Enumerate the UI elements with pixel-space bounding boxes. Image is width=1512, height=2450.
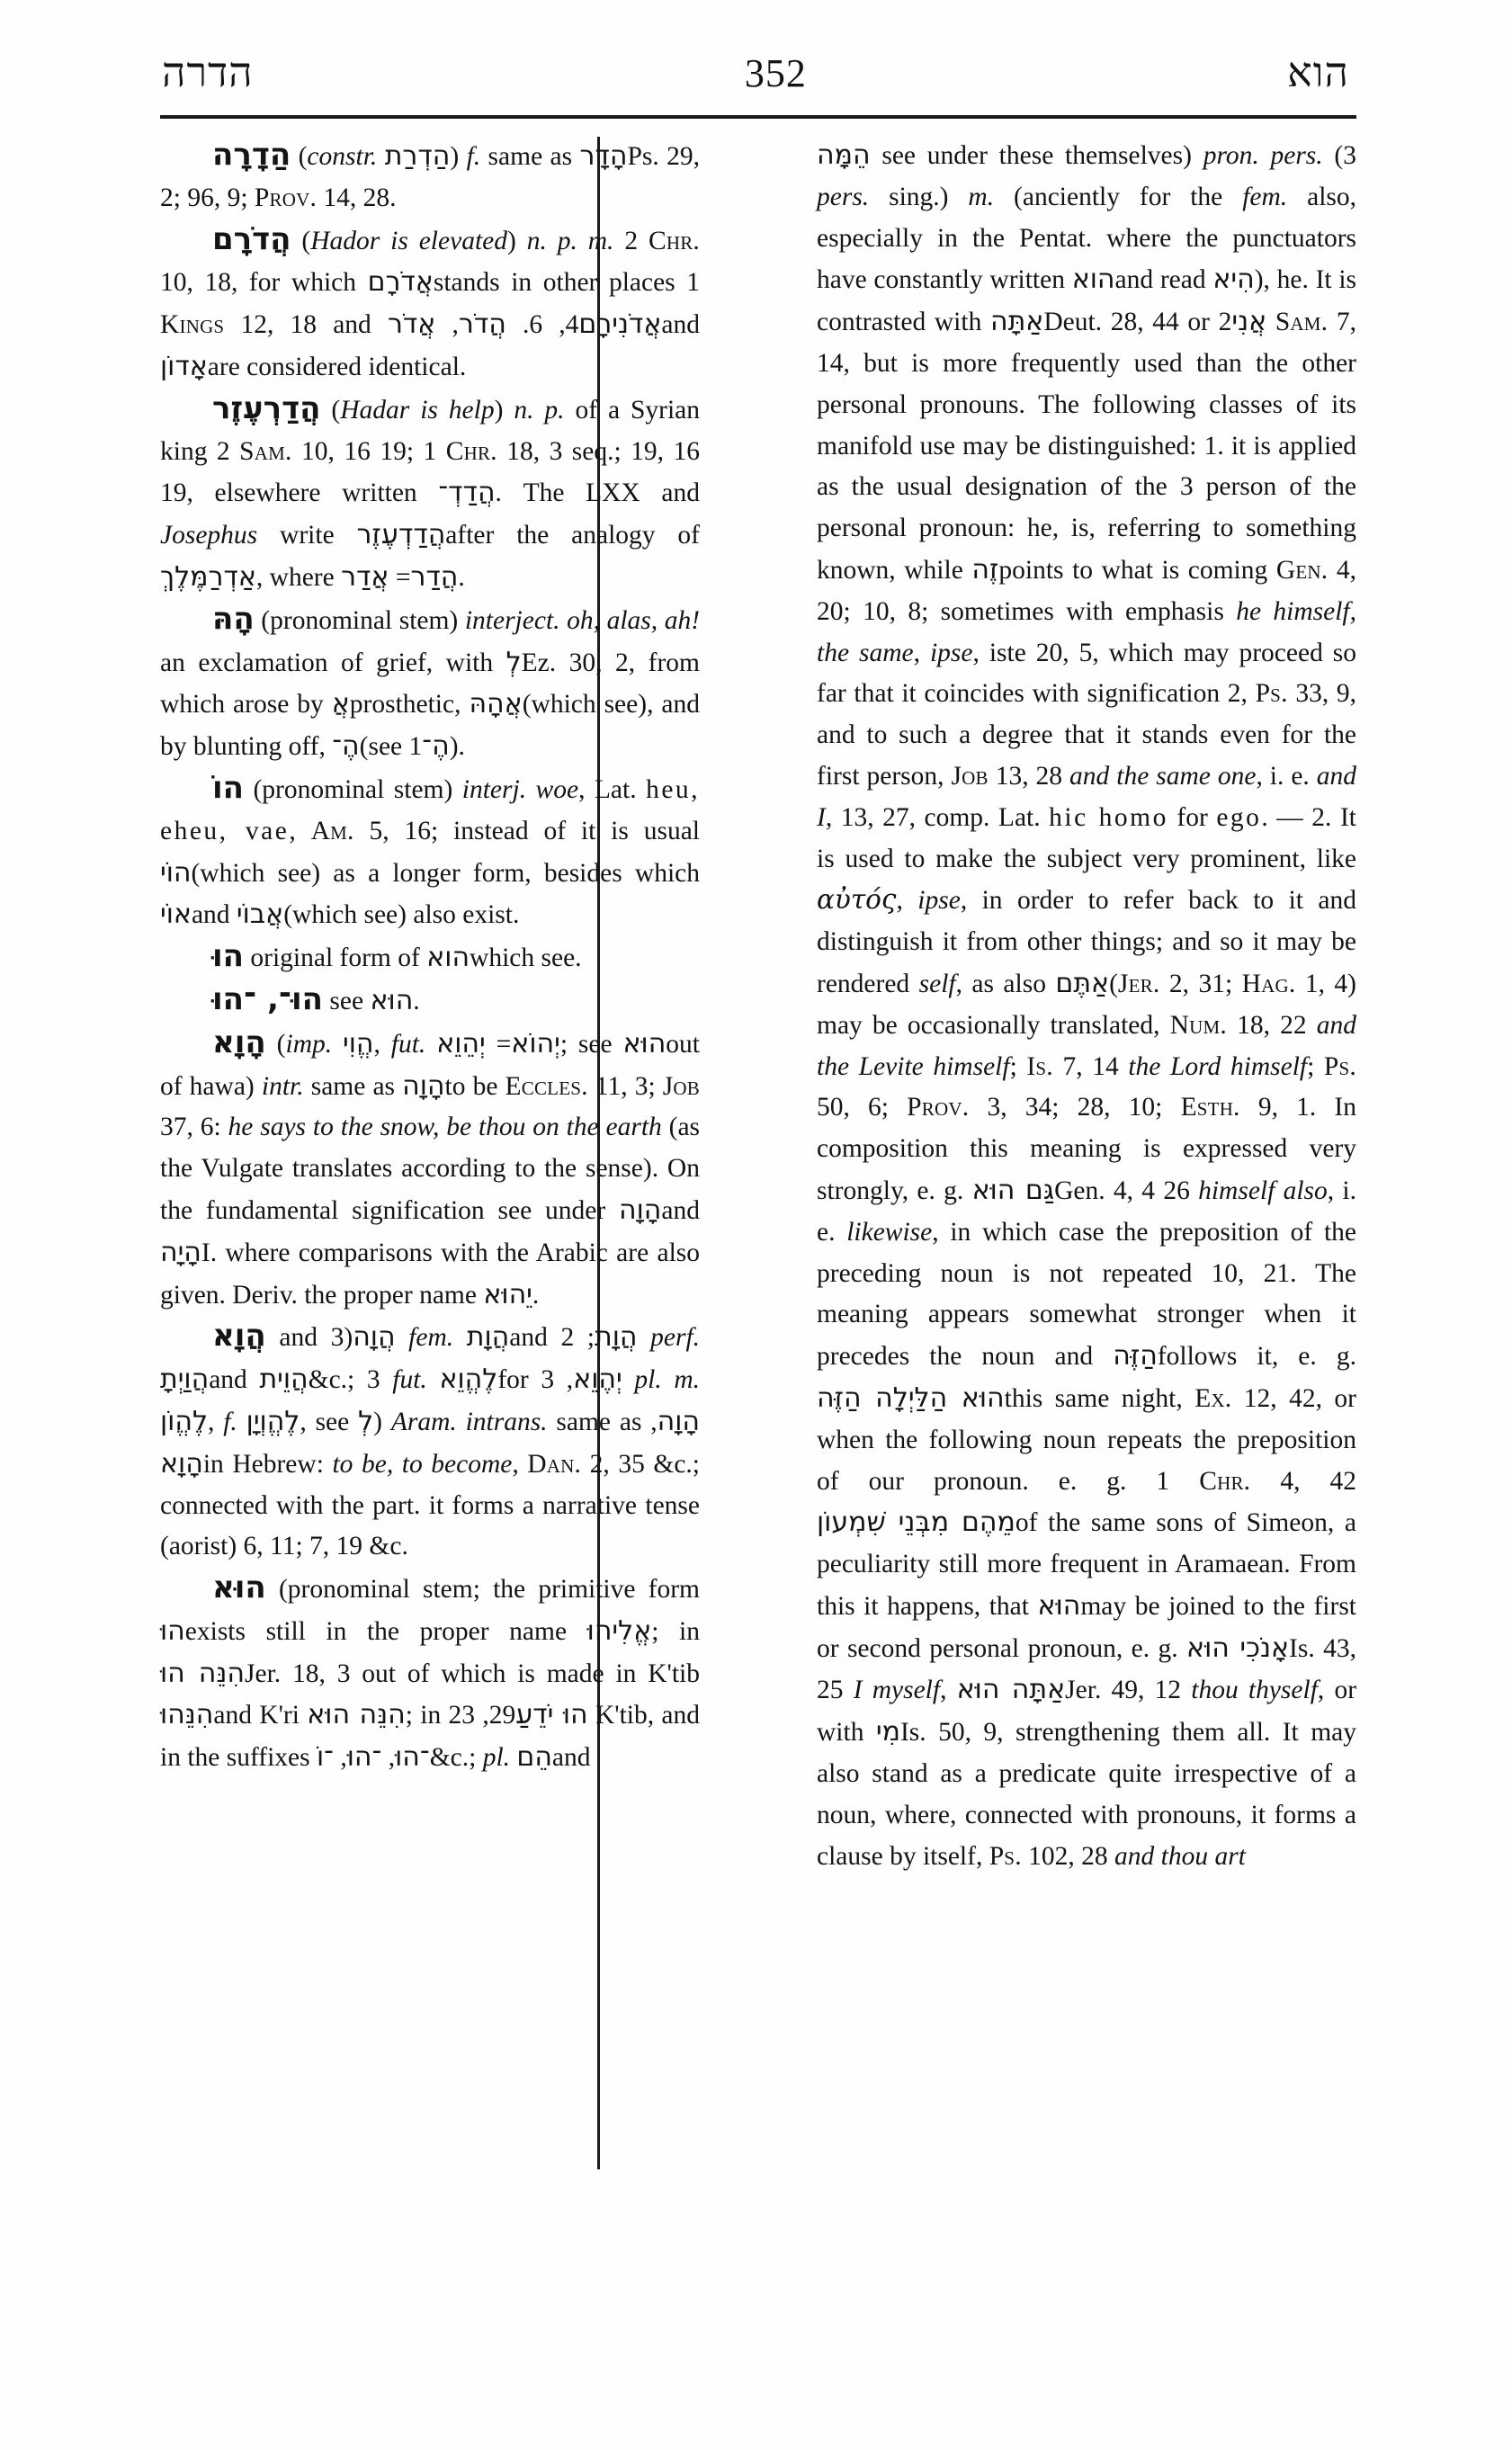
hebrew-inline: הִנֵּהוּ (160, 1699, 214, 1731)
italic-gloss: woe (535, 774, 579, 804)
scripture-abbr: Ps. (989, 1841, 1022, 1871)
italic-gloss: thou thyself (1191, 1676, 1318, 1705)
hebrew-inline: אֲ (331, 688, 350, 720)
hebrew-inline: הֲוָת (466, 1321, 510, 1354)
scripture-abbr: Num. (1169, 1010, 1227, 1040)
running-head-left-hebrew: הדרה (162, 49, 254, 95)
hebrew-inline: לְ (358, 1405, 374, 1437)
hebrew-inline: לֶהֱוֹן (160, 1405, 208, 1437)
scripture-abbr: Sam. (239, 436, 292, 466)
hebrew-inline: הֶ־ (332, 730, 360, 763)
hebrew-inline: הָדָר (579, 140, 628, 172)
italic-gloss: fem. (408, 1323, 454, 1353)
italic-gloss: fem. (1242, 182, 1288, 211)
italic-gloss: Hador is elevated (310, 226, 507, 255)
running-head (162, 34, 1349, 94)
hebrew-inline: אֲדֹר (387, 308, 436, 341)
entry-body: original form of הואwhich see. (244, 942, 582, 974)
hebrew-inline: הֲוֵית (259, 1364, 309, 1396)
entry-body: (Hadar is help) n. p. of a Syrian king 2 Sam. 10, 16 19; 1 Chr. 18, 3 seq.; 19, 16 19, elsewhere written הֲדַדְ־. The LXX and Josephus write הֲדַדְעֶזֶרafter the analogy of אַדְרַמֶּלֶךְ, where הֲדַר= אֲדַר . (160, 395, 701, 593)
lemma-hebrew: הָוָא (212, 1024, 266, 1060)
hebrew-inline: הֲוָה (353, 1321, 396, 1354)
scripture-abbr: Ps. (1323, 1051, 1356, 1081)
italic-gloss: m. (674, 1365, 700, 1395)
hebrew-inline: אוֹי (160, 899, 192, 931)
italic-gloss: he says to (228, 1113, 334, 1142)
hebrew-inline: לְ (505, 646, 522, 678)
hebrew-inline: הַדְרַת (384, 140, 451, 172)
entry-hadarezer (160, 389, 700, 599)
scripture-abbr: Jer. (1117, 969, 1160, 998)
greek-inline: αὐτός (817, 884, 897, 916)
scripture-abbr: Job (951, 761, 989, 791)
entry-body: and הֲוָה(3 fem. הֲוָתand הֲוָת; 2 perf. הֲוַיְתָand הֲוֵית&c.; 3 fut. לֶהֱוֵאfor יְהֶוֵא, 3 pl. m. לֶהֱוֹן, f. לֶהֱוְיָן, see לְ) Aram. intrans. same as הָוָה, הָוָאin Hebrew: to be, to become, Dan. 2, 35 &c.; connected with the part. it forms a narrative tense (aorist) 6, 11; 7, 19 &c. (160, 1321, 701, 1561)
italic-gloss: ipse (917, 886, 961, 916)
entry-hu-suffix (160, 979, 700, 1023)
italic-gloss: self (918, 969, 956, 998)
italic-gloss: interj. (461, 774, 527, 804)
lemma-hebrew: הוֹ (212, 769, 245, 806)
hebrew-inline: הֲדַדְעֶזֶר (356, 519, 446, 551)
hebrew-inline: הֲוָת (595, 1321, 638, 1354)
scripture-abbr: Dan. (527, 1449, 582, 1479)
italic-gloss: I myself (853, 1676, 941, 1705)
lemma-hebrew: הֲדֹרָם (212, 220, 291, 257)
hebrew-inline: אֲדַר (341, 560, 389, 593)
scripture-abbr: Job (662, 1071, 701, 1101)
italic-gloss: n. p. (514, 395, 565, 425)
scripture-abbr: Esth. (1180, 1093, 1240, 1122)
hebrew-inline: ־וֹ (316, 1741, 334, 1774)
right-column (817, 135, 1356, 1877)
scripture-abbr: Ps. (1255, 679, 1288, 709)
italic-gloss: pl. (634, 1365, 662, 1395)
scripture-abbr: Am. (310, 816, 354, 845)
scripture-abbr: Prov. (254, 183, 318, 212)
lemma-hebrew: הֲדַרְעֶזֶר (212, 389, 321, 426)
hebrew-inline: הוֹי (160, 856, 192, 889)
entry-body: (pronominal stem; the primitive form הוּexists still in the proper name אֱלִיהוּ; in הִנֵּה הוּJer. 18, 3 out of which is made in K'tib הִנֵּהוּand K'ri הִנֵּה הוּא; in הוּ יֹדֵעַ29, 23 K'tib, and in the suffixes ־הוּ, ־הוּ, ־וֹ &c.; pl. הֵםand (160, 1575, 700, 1774)
italic-gloss: constr. (307, 142, 378, 171)
italic-gloss: pers. (817, 182, 870, 211)
hebrew-inline: מִי (875, 1716, 900, 1748)
entry-body: (pronominal stem) interj. woe, Lat. heu, eheu, vae, Am. 5, 16; instead of it is usual הוֹי(which see) as a longer form, besides which אוֹיand אֲבוֹי(which see) also exist. (160, 774, 701, 931)
hebrew-inline: הוּ יֹדֵעַ (515, 1699, 588, 1731)
spaced-latin: ego (1216, 802, 1262, 832)
italic-gloss: and I (817, 761, 1357, 832)
scripture-abbr: Is. (1026, 1051, 1053, 1081)
entry-hu-continued (817, 135, 1356, 1877)
hebrew-inline: הָוָה (402, 1069, 445, 1102)
hebrew-inline: יְהֵוֵא (436, 1027, 486, 1060)
hebrew-inline: הָוָה (619, 1194, 662, 1226)
entry-hu-original (160, 936, 700, 979)
entry-ho (160, 768, 700, 936)
italic-gloss: alas, ah! (606, 605, 701, 635)
running-head-right-hebrew: הוא (1287, 49, 1349, 95)
italic-gloss: n. p. m. (526, 226, 614, 255)
entry-hah (160, 599, 700, 768)
hebrew-inline: אַדְרַמֶּלֶךְ (160, 560, 256, 593)
italic-gloss: f. (466, 142, 481, 171)
italic-gloss: fut. (392, 1365, 427, 1395)
hebrew-inline: הוא (426, 942, 470, 974)
italic-gloss: the Lord himself (1128, 1051, 1308, 1081)
hebrew-inline: הִיא (1212, 264, 1255, 296)
italic-gloss: interject. (464, 605, 560, 635)
hebrew-inline: הַזֶּה (1113, 1340, 1158, 1373)
hebrew-inline: הוּא (370, 984, 414, 1016)
lemma-hebrew: הַדָרָה (212, 137, 291, 173)
hebrew-inline: הָוָא (160, 1447, 203, 1480)
scripture-abbr: Sam. (1275, 308, 1329, 337)
entry-body: see הוּא. (323, 984, 420, 1016)
lemma-hebrew: הֲוָא (212, 1318, 266, 1355)
scripture-abbr: Ex. (1194, 1383, 1232, 1413)
scripture-abbr: Kings (160, 310, 225, 340)
italic-gloss: ipse (929, 638, 973, 667)
hebrew-inline: הוּ (160, 1614, 185, 1647)
scripture-abbr: Chr. (1199, 1466, 1251, 1496)
scripture-abbr: Chr. (648, 226, 700, 255)
hebrew-inline: הָיָה (160, 1236, 201, 1268)
italic-gloss: m. (968, 182, 995, 211)
italic-gloss: and the same one (1069, 761, 1257, 791)
header-divider-rule (160, 115, 1356, 119)
hebrew-inline: הוּא הַלַּיְלָה הַזֶּה (817, 1381, 1005, 1414)
hebrew-inline: ־הוּ (395, 1741, 430, 1774)
hebrew-inline: לֶהֱוֵא (439, 1364, 498, 1396)
hebrew-inline: אַתָּה (989, 306, 1044, 338)
italic-gloss: the snow, be thou on the earth (340, 1113, 662, 1142)
hebrew-inline: גַּם הוּא (971, 1174, 1055, 1206)
hebrew-inline: אֲדֹרָם (367, 266, 434, 299)
scripture-abbr: Gen. (1275, 555, 1329, 585)
hebrew-inline: זֶה (971, 553, 999, 586)
lemma-hebrew: הוּ־, ־הוּ (212, 980, 324, 1017)
hebrew-inline: אֲנִי (1231, 306, 1267, 338)
hebrew-inline: הוּא (622, 1027, 667, 1060)
hebrew-inline: הָוָה (657, 1405, 701, 1437)
entry-body: (imp. הֱוִי, fut. יְהוֹא= יְהֵוֵא ; see הוּאout of hawa) intr. same as הָוָהto be Eccles. 11, 3; Job 37, 6: he says to the snow, be thou on the earth (as the Vulgate translates according to the sense). On the fundamental signification see under הָוָהand הָיָהI. where comparisons with the Arabic are also given. Deriv. the proper name יֵהוּא. (160, 1027, 701, 1310)
italic-gloss: and thou art (1114, 1841, 1246, 1871)
lemma-hebrew: הָהּ (212, 600, 255, 637)
italic-gloss: intr. (261, 1071, 304, 1101)
italic-gloss: to be, to become (332, 1449, 513, 1479)
hebrew-inline: אָדוֹן (160, 350, 208, 382)
hebrew-inline: מֵהֶם מִבְּנֵי שִׁמְעוֹן (817, 1507, 1015, 1539)
italic-gloss: pron. (1203, 141, 1259, 170)
italic-gloss: himself also (1198, 1176, 1328, 1205)
lemma-hebrew: הוּא (212, 1569, 266, 1606)
scripture-abbr: Chr. (445, 436, 497, 466)
italic-gloss: likewise (846, 1217, 933, 1247)
italic-gloss: fut. (390, 1029, 426, 1059)
hebrew-inline: אֲהָהּ (469, 688, 523, 720)
entry-hava-aramaic (160, 1316, 700, 1568)
hebrew-inline: הֲוַיְתָ (160, 1364, 210, 1396)
scripture-abbr: Eccles. (505, 1071, 588, 1101)
italic-gloss: perf. (650, 1323, 701, 1353)
hebrew-inline: אָנֹכִי הוּא (1186, 1632, 1290, 1664)
italic-gloss: f. (223, 1407, 237, 1436)
lemma-hebrew-continued: הֵמָּה (817, 139, 871, 171)
italic-gloss: Aram. intrans. (390, 1407, 548, 1436)
entry-body: (pronominal stem) interject. oh, alas, ah! an exclamation of grief, with לְEz. 30, 2, from which arose by אֲprosthetic, אֲהָהּ(which see), and by blunting off, הֶ־(see הֶ־1). (160, 605, 701, 763)
hebrew-inline: יְהוֹא (511, 1027, 560, 1060)
hebrew-inline: הֲדַר (410, 560, 459, 593)
hebrew-inline: אֲבוֹי (236, 899, 284, 931)
hebrew-inline: הֵם (516, 1741, 552, 1774)
hebrew-inline: אַתֶּם (1055, 967, 1110, 999)
left-column (160, 135, 700, 1779)
hebrew-inline: הוא (1071, 264, 1115, 296)
hebrew-inline: הֶ־ (422, 730, 450, 763)
italic-gloss: and the Levite himself (817, 1010, 1357, 1081)
hebrew-inline: ־הוּ (346, 1741, 382, 1774)
entry-body: (constr. הַדְרַת) f. same as הָדָרPs. 29, 2; 96, 9; Prov. 14, 28. (160, 140, 701, 212)
spaced-latin: heu, eheu, vae (160, 774, 701, 845)
page-number: 352 (744, 51, 807, 95)
hebrew-inline: הִנֵּה הוּא (307, 1699, 406, 1731)
italic-gloss: pl. (482, 1743, 511, 1773)
entry-hadarah (160, 135, 700, 219)
hebrew-inline: הֲדֹר (458, 308, 506, 341)
hebrew-inline: אֲדֹנִירָם (578, 308, 662, 341)
italic-gloss: Hadar is help (340, 395, 495, 425)
italic-gloss: oh, (567, 605, 600, 635)
spaced-latin: hic homo (1049, 802, 1168, 832)
scripture-abbr: Hag. (1241, 969, 1296, 998)
scripture-abbr: Prov. (907, 1093, 970, 1122)
entry-hava (160, 1023, 700, 1317)
hebrew-inline: הֲדַדְ־ (438, 477, 496, 509)
hebrew-inline: יְהֶוֵא (573, 1364, 622, 1396)
entry-hadoram (160, 219, 700, 389)
italic-gloss: imp. (285, 1029, 333, 1059)
italic-gloss: Josephus (160, 521, 258, 550)
entry-body: (Hador is elevated) n. p. m. 2 Chr. 10, 18, for which אֲדֹרָםstands in other places 1 Kings 12, 18 and אֲדֹנִירָם4, 6. הֲדֹר, אֲדֹר and אָדוֹןare considered identical. (160, 226, 700, 382)
hebrew-inline: אֱלִיהוּ (586, 1614, 652, 1647)
lemma-hebrew: הוּ (212, 938, 245, 975)
hebrew-inline: יֵהוּא (483, 1278, 532, 1310)
hebrew-inline: הוּא (1037, 1589, 1081, 1622)
hebrew-inline: לֶהֱוְיָן (246, 1405, 300, 1437)
italic-gloss: he himself, the same (817, 596, 1356, 667)
hebrew-inline: הִנֵּה הוּ (160, 1657, 245, 1689)
hebrew-inline: אַתָּה הוּא (956, 1674, 1066, 1706)
hebrew-inline: הֱוִי (343, 1027, 374, 1060)
entry-hu (160, 1568, 700, 1779)
entry-body: see under these themselves) pron. pers. (3 pers. sing.) m. (anciently for the fem. also, especially in the Pentat. where the punctuators have constantly written הואand read הִיא), he. It is contrasted with אַתָּהDeut. 28, 44 or אֲנִי2 Sam. 7, 14, but is more frequently used than the other personal pronouns. The following classes of its manifold use may be distinguished: 1. it is applied as the usual designation of the 3 person of the personal pronoun: he, is, referring to something known, while זֶהpoints to what is coming Gen. 4, 20; 10, 8; sometimes with emphasis he himself, the same, ipse, iste 20, 5, which may proceed so far that it coincides with signification 2, Ps. 33, 9, and to such a degree that it stands even for the first person, Job 13, 28 and the same one, i. e. and I, 13, 27, comp. Lat. hic homo for ego. — 2. It is used to make the subject very prominent, like αὐτός, ipse, in order to refer back to it and distinguish it from other things; and so it may be rendered self, as also אַתֶּם(Jer. 2, 31; Hag. 1, 4) may be occasionally translated, Num. 18, 22 and the Levite himself; Is. 7, 14 the Lord himself; Ps. 50, 6; Prov. 3, 34; 28, 10; Esth. 9, 1. In composition this meaning is expressed very strongly, e. g. גַּם הוּאGen. 4, 4 26 himself also, i. e. likewise, in which case the preposition of the preceding noun is not repeated 10, 21. The meaning appears somewhat stronger when it precedes the noun and הַזֶּהfollows it, e. g. הוּא הַלַּיְלָה הַזֶּהthis same night, Ex. 12, 42, or when the following noun repeats the preposition of our pronoun. e. g. 1 Chr. 4, 42 מֵהֶם מִבְּנֵי שִׁמְעוֹןof the same sons of Simeon, a peculiarity still more frequent in Aramaean. From this it happens, that הוּאmay be joined to the first or second personal pronoun, e. g. אָנֹכִי הוּאIs. 43, 25 I myself, אַתָּה הוּאJer. 49, 12 thou thyself, or with מִיIs. 50, 9, strengthening them all. It may also stand as a predicate quite irrespective of a noun, where, connected with pronouns, it forms a clause by itself, Ps. 102, 28 and thou art (817, 141, 1357, 1871)
italic-gloss: pers. (1270, 141, 1323, 170)
